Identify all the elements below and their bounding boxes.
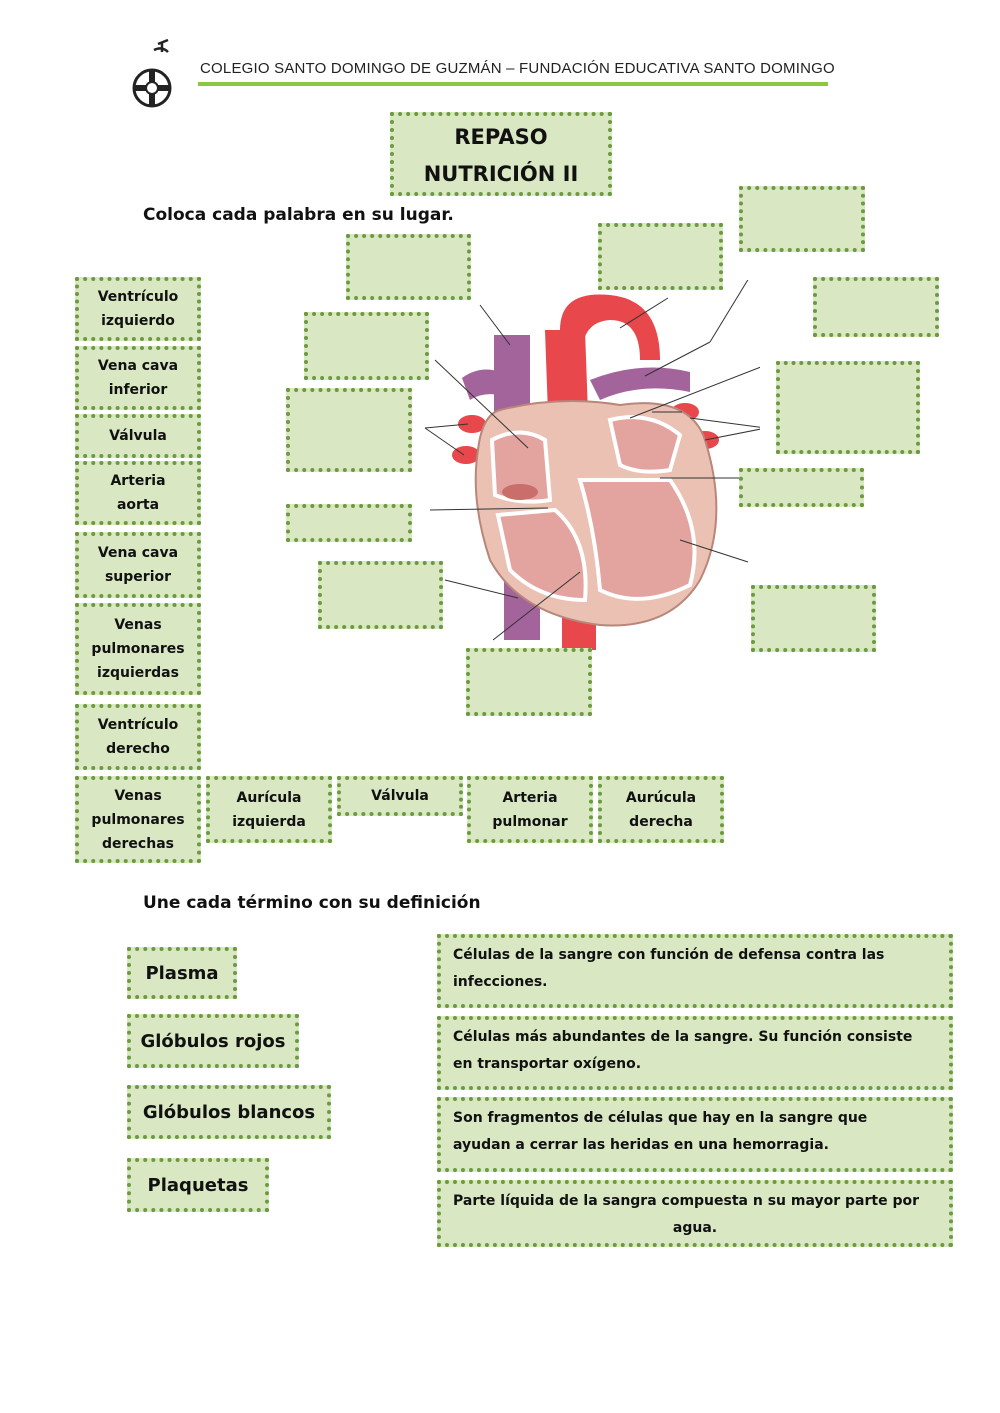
instruction-place-words: Coloca cada palabra en su lugar.: [143, 205, 454, 225]
answer-slot[interactable]: [739, 186, 865, 252]
title-line-2: NUTRICIÓN II: [423, 162, 579, 186]
definition-card[interactable]: Células de la sangre con función de defensa contra las infecciones.: [437, 934, 953, 1008]
answer-slot[interactable]: [286, 504, 412, 542]
answer-slot[interactable]: [598, 223, 723, 290]
definition-card[interactable]: Células más abundantes de la sangre. Su función consiste en transportar oxígeno.: [437, 1016, 953, 1090]
left-atrium: [610, 417, 680, 472]
word-card[interactable]: Venas pulmonares derechas: [75, 776, 201, 863]
definition-card[interactable]: Son fragmentos de células que hay en la sangre que ayudan a cerrar las heridas en una hemorragia.: [437, 1097, 953, 1172]
word-card[interactable]: Vena cava superior: [75, 532, 201, 598]
instruction-match-definitions: Une cada término con su definición: [143, 893, 481, 913]
answer-slot[interactable]: [776, 361, 920, 454]
vena-cava-opening: [502, 484, 538, 500]
word-card[interactable]: Venas pulmonares izquierdas: [75, 603, 201, 695]
school-name: COLEGIO SANTO DOMINGO DE GUZMÁN – FUNDACIÓN EDUCATIVA SANTO DOMINGO: [200, 60, 835, 77]
word-card[interactable]: Aurícula izquierda: [206, 776, 332, 843]
word-card[interactable]: Arteria pulmonar: [467, 776, 593, 843]
word-card[interactable]: Ventrículo izquierdo: [75, 277, 201, 341]
word-card[interactable]: Aurúcula derecha: [598, 776, 724, 843]
answer-slot[interactable]: [346, 234, 471, 300]
pulmonary-artery: [590, 368, 690, 401]
heart-diagram: [400, 280, 760, 660]
word-card[interactable]: Válvula: [75, 414, 201, 458]
word-card[interactable]: Ventrículo derecho: [75, 704, 201, 770]
answer-slot[interactable]: [751, 585, 876, 652]
term-globulos-rojos[interactable]: Glóbulos rojos: [127, 1014, 299, 1068]
answer-slot[interactable]: [466, 648, 592, 716]
answer-slot[interactable]: [286, 388, 412, 472]
answer-slot[interactable]: [813, 277, 939, 337]
term-globulos-blancos[interactable]: Glóbulos blancos: [127, 1085, 331, 1139]
word-card[interactable]: Vena cava inferior: [75, 346, 201, 410]
header-rule: [198, 82, 828, 86]
worksheet-title: [390, 112, 612, 196]
word-card[interactable]: Arteria aorta: [75, 461, 201, 525]
word-card[interactable]: Válvula: [337, 776, 463, 816]
school-logo: [128, 38, 180, 110]
title-line-1: REPASO: [454, 125, 548, 149]
answer-slot[interactable]: [318, 561, 443, 629]
term-plaquetas[interactable]: Plaquetas: [127, 1158, 269, 1212]
term-plasma[interactable]: Plasma: [127, 947, 237, 999]
answer-slot[interactable]: [739, 468, 864, 507]
definition-card[interactable]: Parte líquida de la sangra compuesta n su mayor parte por agua.: [437, 1180, 953, 1247]
answer-slot[interactable]: [304, 312, 429, 380]
